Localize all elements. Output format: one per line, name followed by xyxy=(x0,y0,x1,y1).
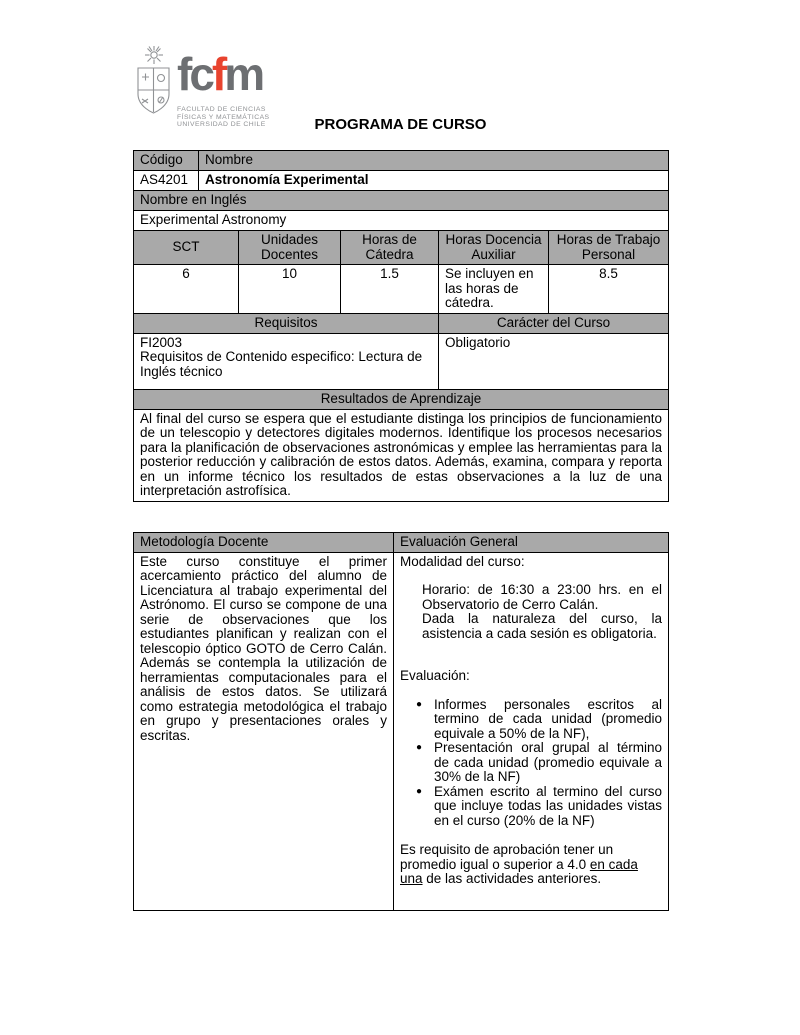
table-row xyxy=(134,409,669,501)
table-row xyxy=(134,171,669,191)
resultados-header: Resultados de Aprendizaje xyxy=(134,389,669,409)
wordmark-red-f: f xyxy=(211,48,225,100)
aprobacion-prefix: Es requisito de aprobación tener un promedio igual o superior a 4.0 xyxy=(400,842,614,872)
horas-docencia-value: Se incluyen en las horas de cátedra. xyxy=(439,265,549,314)
bullet-icon: ● xyxy=(416,698,423,710)
nombre-ingles-value: Experimental Astronomy xyxy=(134,211,669,231)
sct-header: SCT xyxy=(134,231,239,265)
table-row xyxy=(134,151,669,171)
horas-trabajo-header: Horas de Trabajo Personal xyxy=(549,231,669,265)
resultados-text: Al final del curso se espera que el estudiante distinga los principios de funcionamiento de un telescopio y detectores digitales modernos. Identifique los procesos necesarios para la planificación de observaciones astronómicas y emplee las herramientas para la posterior reducción y calibración de estos datos. Además, examina, compara y reporta en un informe técnico los resultados de estas observaciones a la luz de una interpretación astrofísica. xyxy=(134,409,669,501)
modalidad-horario: Horario: de 16:30 a 23:00 hrs. en el Observatorio de Cerro Calán. xyxy=(422,582,662,612)
list-item xyxy=(400,785,662,829)
evaluacion-heading: Evaluación: xyxy=(400,668,470,683)
faculty-name-line3: UNIVERSIDAD DE CHILE xyxy=(177,121,266,129)
bullet-text: Informes personales escritos al termino de cada unidad (promedio equivale a 50% de la NF), xyxy=(434,696,662,741)
faculty-name xyxy=(177,106,270,129)
horas-docencia-header: Horas Docencia Auxiliar xyxy=(439,231,549,265)
table-row xyxy=(134,532,669,552)
faculty-name-line1: FACULTAD DE CIENCIAS xyxy=(177,106,266,113)
table-row xyxy=(134,211,669,231)
evaluacion-header: Evaluación General xyxy=(394,532,669,552)
wordmark-part1: fc xyxy=(177,48,212,100)
aprobacion-suffix: de las actividades anteriores. xyxy=(422,871,602,886)
horas-catedra-value: 1.5 xyxy=(341,265,439,314)
logo-text-block xyxy=(177,44,270,129)
metodologia-text: Este curso constituye el primer acercamiento práctico del alumno de Licenciatura al trabajo experimental del Astrónomo. El curso se compone de una serie de observaciones que los estudiantes planifican y realizan con el telescopio óptico GOTO de Cerro Calán. Además se contempla la utilización de herramientas computacionales para el análisis de estos datos. Se utilizará como estrategia metodológica el trabajo en grupo y presentaciones orales y escritas. xyxy=(134,552,394,910)
requisitos-line1: FI2003 xyxy=(140,334,183,350)
university-crest-icon xyxy=(133,44,173,124)
faculty-name-line2: FÍSICAS Y MATEMÁTICAS xyxy=(177,113,270,121)
unidades-docentes-header: Unidades Docentes xyxy=(239,231,341,265)
nombre-value: Astronomía Experimental xyxy=(199,171,669,191)
hours-header-row xyxy=(134,231,669,265)
bullet-icon: ● xyxy=(416,742,423,753)
table-row xyxy=(134,552,669,910)
requisitos-value xyxy=(134,333,439,389)
sct-value: 6 xyxy=(134,265,239,314)
bullet-text: Presentación oral grupal al término de cada unidad (promedio equivale a 30% de la NF) xyxy=(434,740,662,784)
course-info-table xyxy=(133,150,669,502)
table-row xyxy=(134,191,669,211)
page-title: PROGRAMA DE CURSO xyxy=(314,116,487,133)
horas-trabajo-value: 8.5 xyxy=(549,265,669,314)
page-content xyxy=(133,0,668,911)
table-row xyxy=(134,313,669,333)
modalidad-details xyxy=(422,583,662,641)
evaluacion-bullet-list xyxy=(400,698,662,829)
codigo-header: Código xyxy=(134,151,199,171)
unidades-docentes-value: 10 xyxy=(239,265,341,314)
horas-catedra-header: Horas de Cátedra xyxy=(341,231,439,265)
fcfm-wordmark xyxy=(177,44,270,106)
caracter-header: Carácter del Curso xyxy=(439,313,669,333)
bullet-icon: ● xyxy=(416,785,423,797)
bullet-text: Exámen escrito al termino del curso que incluye todas las unidades vistas en el curso (20% de la NF) xyxy=(434,783,662,828)
nombre-header: Nombre xyxy=(199,151,669,171)
table-row xyxy=(134,389,669,409)
list-item xyxy=(400,698,662,742)
requisitos-line2: Requisitos de Contenido especifico: Lectura de Inglés técnico xyxy=(140,349,423,379)
evaluacion-cell xyxy=(394,552,669,910)
modalidad-heading: Modalidad del curso: xyxy=(400,553,525,569)
aprobacion-text xyxy=(400,843,662,887)
aprobacion-underlined: en cada una xyxy=(400,856,638,886)
modalidad-asistencia: Dada la naturaleza del curso, la asistencia a cada sesión es obligatoria. xyxy=(422,611,662,641)
hours-values-row xyxy=(134,265,669,314)
requisitos-header: Requisitos xyxy=(134,313,439,333)
list-item xyxy=(400,741,662,785)
methodology-evaluation-table xyxy=(133,532,669,911)
codigo-value: AS4201 xyxy=(134,171,199,191)
caracter-value: Obligatorio xyxy=(439,333,669,389)
wordmark-part2: m xyxy=(224,48,263,100)
nombre-ingles-header: Nombre en Inglés xyxy=(134,191,669,211)
table-row xyxy=(134,333,669,389)
metodologia-header: Metodología Docente xyxy=(134,532,394,552)
